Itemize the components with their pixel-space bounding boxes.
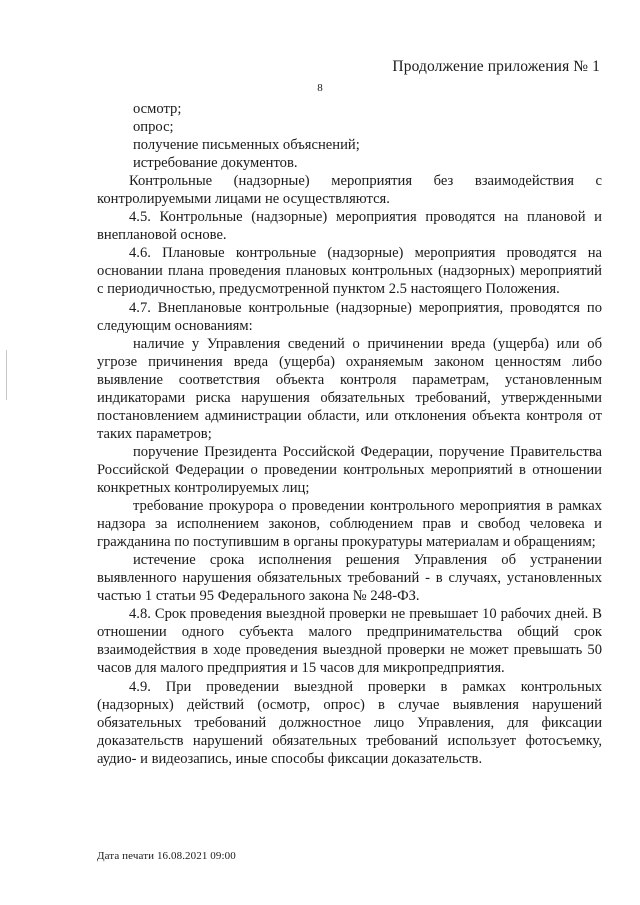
list-item-written-explanations: получение письменных объяснений; <box>133 137 360 154</box>
print-date-footer: Дата печати 16.08.2021 09:00 <box>97 850 236 862</box>
paragraph-4-9: 4.9. При проведении выездной проверки в рамках контрольных (надзорных) действий (осмотр, опрос) в случае выявления нарушений обязательных требований должностное лицо Управления, для фиксации доказательств нарушений обязательных требований использует фотосъемку, аудио- и видеозапись, иные способы фиксации доказательств. <box>97 678 602 767</box>
scan-edge-mark <box>6 350 7 400</box>
page-number: 8 <box>317 82 323 94</box>
paragraph-ground-deadline: истечение срока исполнения решения Управления об устранении выявленного нарушения обязательных требований - в случаях, установленных частью 1 статьи 95 Федерального закона № 248-ФЗ. <box>97 552 602 605</box>
list-item-survey: опрос; <box>133 119 174 136</box>
list-item-document-request: истребование документов. <box>133 155 298 172</box>
paragraph-4-8: 4.8. Срок проведения выездной проверки не превышает 10 рабочих дней. В отношении одного субъекта малого предпринимательства общий срок взаимодействия в ходе проведения выездной проверки не может превышать 50 часов для малого предприятия и 15 часов для микропредприятия. <box>97 606 602 677</box>
paragraph-ground-prosecutor: требование прокурора о проведении контрольного мероприятия в рамках надзора за исполнением законов, соблюдением прав и свобод человека и гражданина по поступившим в органы прокуратуры материалам и обращениям; <box>97 498 602 551</box>
paragraph-ground-harm: наличие у Управления сведений о причинении вреда (ущерба) или об угрозе причинения вреда (ущерба) охраняемым законом ценностям либо выявление соответствия объекта контроля параметрам, установленным индикаторами риска нарушения обязательных требований, утвержденными постановлением администрации области, или отклонения объекта контроля от таких параметров; <box>97 335 602 442</box>
paragraph-4-7: 4.7. Внеплановые контрольные (надзорные) мероприятия, проводятся по следующим основаниям: <box>97 299 602 334</box>
paragraph-no-interaction: Контрольные (надзорные) мероприятия без взаимодействия с контролируемыми лицами не осуществляются. <box>97 173 602 208</box>
list-item-inspection: осмотр; <box>133 101 182 117</box>
paragraph-ground-president: поручение Президента Российской Федерации, поручение Правительства Российской Федерации о проведении контрольных мероприятий в отношении конкретных контролируемых лиц; <box>97 443 602 496</box>
document-body <box>97 100 602 768</box>
paragraph-4-6: 4.6. Плановые контрольные (надзорные) мероприятия проводятся на основании плана проведения плановых контрольных (надзорных) мероприятий с периодичностью, предусмотренной пунктом 2.5 настоящего Положения. <box>97 245 602 298</box>
appendix-continuation-header: Продолжение приложения № 1 <box>392 58 600 75</box>
paragraph-4-5: 4.5. Контрольные (надзорные) мероприятия проводятся на плановой и внеплановой основе. <box>97 209 602 244</box>
